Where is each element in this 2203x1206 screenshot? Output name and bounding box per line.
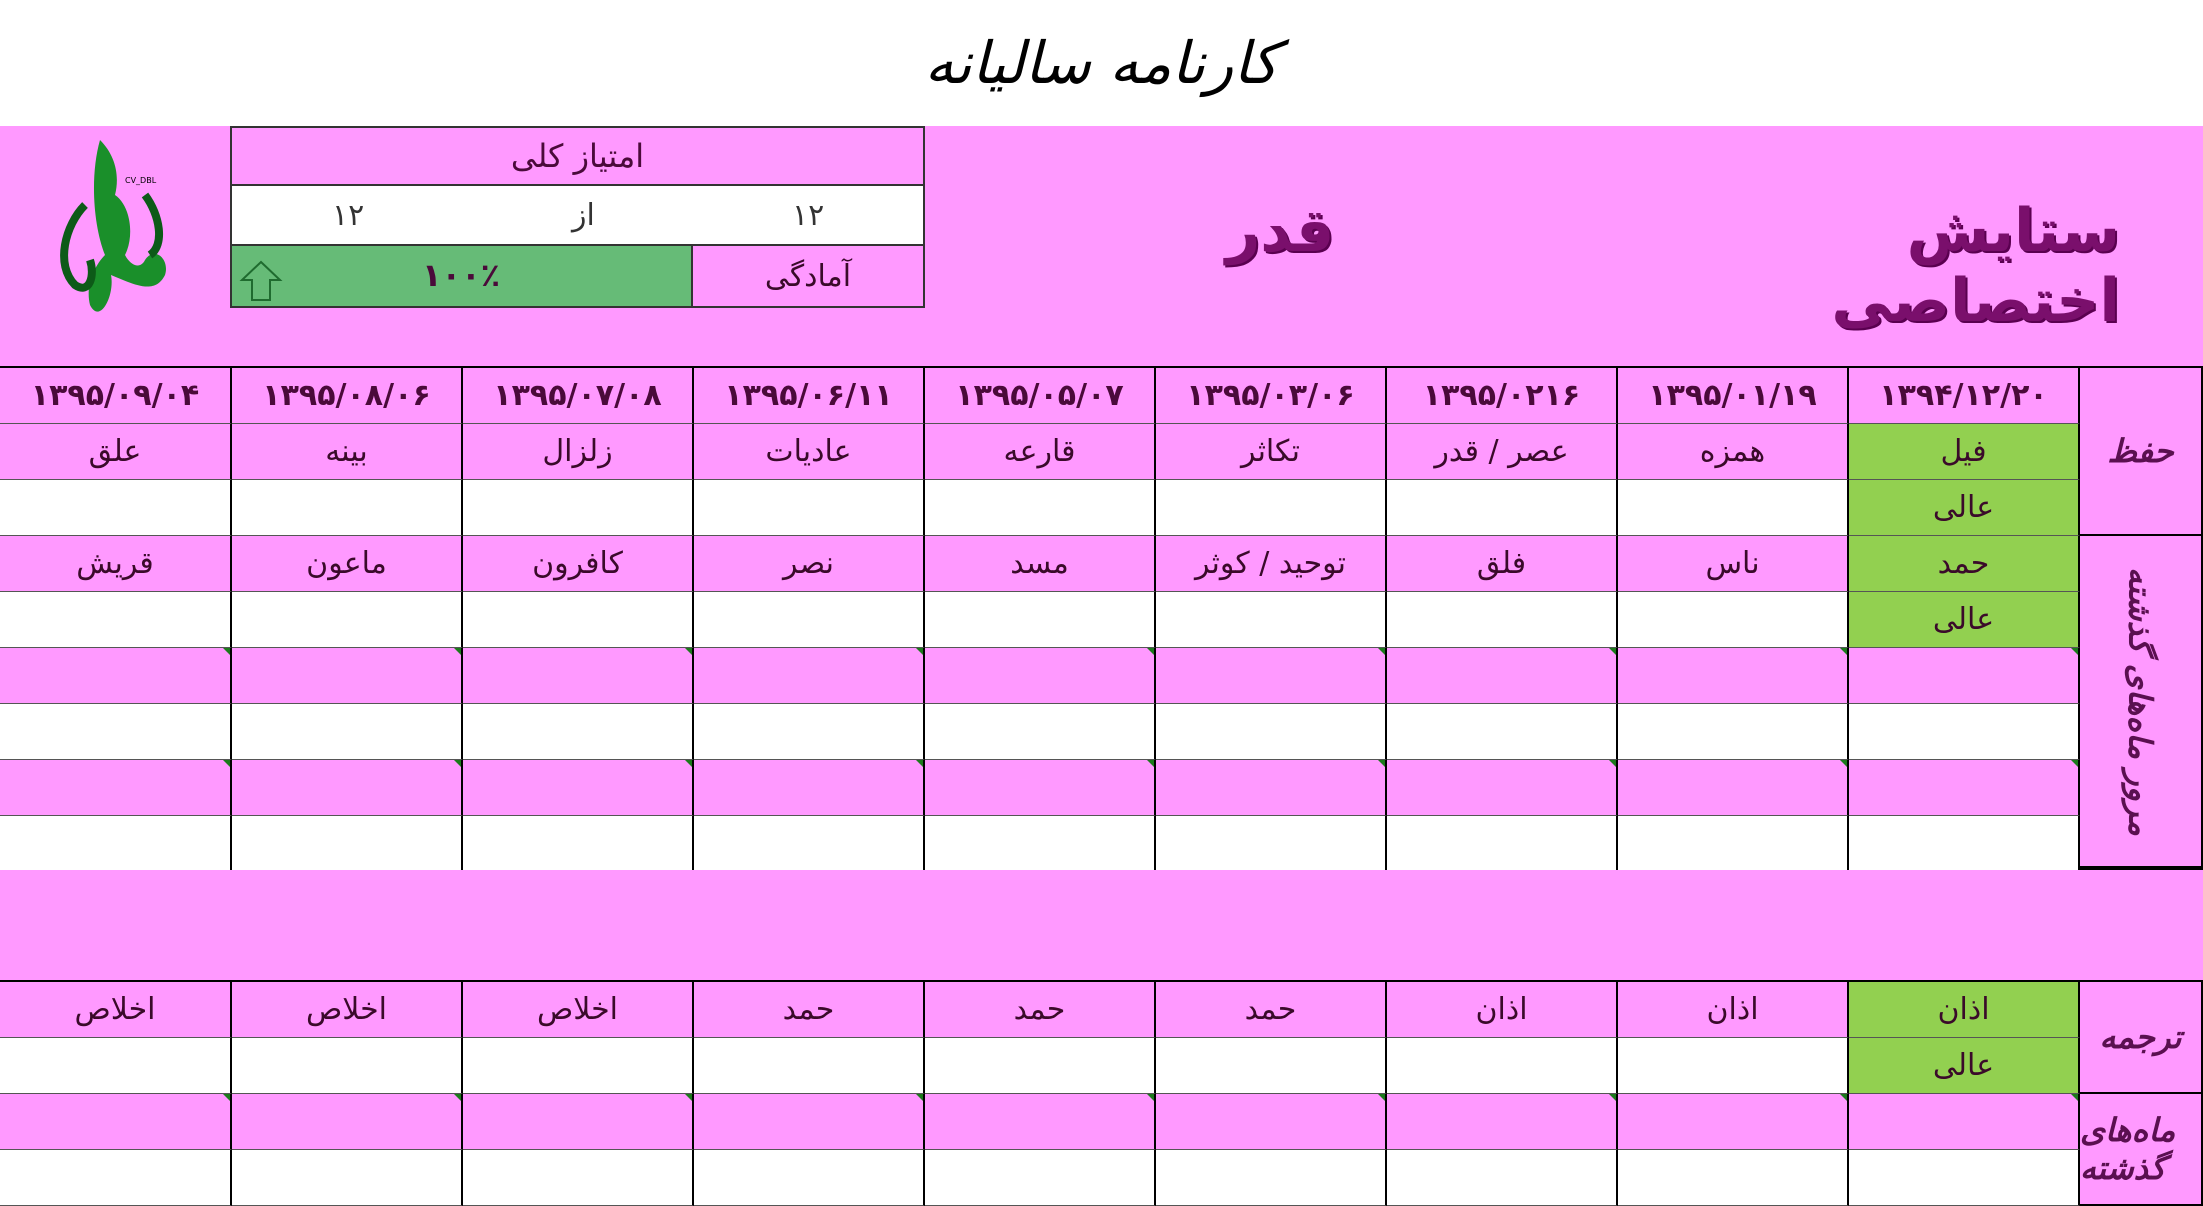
cell-marker — [685, 648, 692, 655]
empty-cell — [1156, 1094, 1387, 1150]
empty-cell — [0, 1150, 232, 1206]
empty-cell — [463, 760, 694, 816]
empty-cell — [694, 1094, 925, 1150]
date-cell: ۱۳۹۵/۰۳/۰۶ — [1156, 368, 1387, 424]
cell-marker — [685, 760, 692, 767]
logo-icon — [45, 135, 185, 335]
cell-marker — [1840, 760, 1847, 767]
empty-cell — [1156, 816, 1387, 872]
score-value: ۱۲ — [792, 198, 825, 233]
hefz-surah-cell: فیل — [1849, 424, 2080, 480]
empty-cell — [1387, 816, 1618, 872]
hefz-grade-cell — [463, 480, 694, 536]
tarjome-grade-cell: عالی — [1849, 1038, 2080, 1094]
empty-cell — [0, 648, 232, 704]
morur-surah-cell: ناس — [1618, 536, 1849, 592]
empty-cell — [925, 1150, 1156, 1206]
tarjome-item-cell: اذان — [1849, 982, 2080, 1038]
empty-cell — [1156, 704, 1387, 760]
empty-cell — [0, 704, 232, 760]
empty-cell — [232, 1150, 463, 1206]
cell-marker — [2071, 648, 2078, 655]
empty-cell — [1849, 704, 2080, 760]
tarjome-item-cell: اذان — [1387, 982, 1618, 1038]
past-months-label — [2080, 1094, 2203, 1206]
tarjome-grade-cell — [232, 1038, 463, 1094]
empty-cell — [694, 816, 925, 872]
tarjome-grade-cell — [925, 1038, 1156, 1094]
hefz-grade-cell — [232, 480, 463, 536]
empty-cell — [463, 816, 694, 872]
readiness-label: آمادگی — [693, 246, 923, 306]
empty-cell — [1156, 1150, 1387, 1206]
empty-cell — [232, 648, 463, 704]
tarjome-item-cell: اخلاص — [0, 982, 232, 1038]
cell-marker — [1378, 1094, 1385, 1101]
hefz-surah-cell: عادیات — [694, 424, 925, 480]
morur-label — [2080, 536, 2203, 868]
empty-cell — [1618, 1150, 1849, 1206]
morur-surah-cell: توحید / کوثر — [1156, 536, 1387, 592]
hefz-surah-cell: علق — [0, 424, 232, 480]
hefz-grade-cell — [694, 480, 925, 536]
morur-surah-cell: کافرون — [463, 536, 694, 592]
hefz-grade-cell — [1618, 480, 1849, 536]
hefz-grade-cell: عالی — [1849, 480, 2080, 536]
empty-cell — [232, 1094, 463, 1150]
hefz-label — [2080, 368, 2203, 536]
cell-marker — [1609, 648, 1616, 655]
empty-cell — [1387, 1150, 1618, 1206]
hefz-label-text: حفظ — [2107, 432, 2174, 470]
empty-cell — [0, 760, 232, 816]
cell-marker — [454, 760, 461, 767]
empty-cell — [1387, 704, 1618, 760]
cell-marker — [1840, 648, 1847, 655]
empty-cell — [925, 648, 1156, 704]
date-cell: ۱۳۹۵/۰۲۱۶ — [1387, 368, 1618, 424]
empty-cell — [925, 704, 1156, 760]
tarjome-grade-cell — [1156, 1038, 1387, 1094]
empty-cell — [1387, 760, 1618, 816]
morur-surah-cell: ماعون — [232, 536, 463, 592]
hefz-surah-cell: زلزال — [463, 424, 694, 480]
empty-cell — [1156, 648, 1387, 704]
cell-marker — [223, 760, 230, 767]
morur-surah-cell: حمد — [1849, 536, 2080, 592]
cell-marker — [223, 648, 230, 655]
morur-grade-cell: عالی — [1849, 592, 2080, 648]
cell-marker — [1147, 648, 1154, 655]
empty-cell — [463, 1094, 694, 1150]
score-of-label: از — [572, 198, 595, 233]
arrow-up-icon — [238, 258, 284, 304]
cell-marker — [2071, 1094, 2078, 1101]
cell-marker — [454, 648, 461, 655]
tarjome-item-cell: اخلاص — [463, 982, 694, 1038]
morur-surah-cell: نصر — [694, 536, 925, 592]
empty-cell — [1618, 648, 1849, 704]
score-box — [230, 126, 925, 308]
empty-cell — [1849, 760, 2080, 816]
cell-marker — [454, 1094, 461, 1101]
tarjome-grade-cell — [1618, 1038, 1849, 1094]
cell-marker — [916, 1094, 923, 1101]
morur-grade-cell — [232, 592, 463, 648]
empty-cell — [1387, 1094, 1618, 1150]
cell-marker — [916, 648, 923, 655]
date-cell: ۱۳۹۵/۰۱/۱۹ — [1618, 368, 1849, 424]
cell-marker — [1378, 648, 1385, 655]
cell-marker — [1378, 760, 1385, 767]
morur-grade-cell — [0, 592, 232, 648]
readiness-value: ۱۰۰٪ — [422, 256, 501, 294]
readiness-bar — [232, 246, 693, 306]
tarjome-label-text: ترجمه — [2099, 1018, 2182, 1056]
empty-cell — [925, 816, 1156, 872]
hefz-surah-cell: همزه — [1618, 424, 1849, 480]
morur-surah-cell: فلق — [1387, 536, 1618, 592]
empty-cell — [1618, 760, 1849, 816]
empty-cell — [463, 704, 694, 760]
tarjome-item-cell: حمد — [1156, 982, 1387, 1038]
cell-marker — [1840, 1094, 1847, 1101]
cell-marker — [685, 1094, 692, 1101]
empty-cell — [694, 648, 925, 704]
date-cell: ۱۳۹۴/۱۲/۲۰ — [1849, 368, 2080, 424]
empty-cell — [1849, 1094, 2080, 1150]
empty-cell — [1618, 816, 1849, 872]
empty-cell — [1849, 1150, 2080, 1206]
empty-cell — [1618, 704, 1849, 760]
empty-cell — [232, 816, 463, 872]
date-cell: ۱۳۹۵/۰۷/۰۸ — [463, 368, 694, 424]
empty-cell — [925, 760, 1156, 816]
score-row — [232, 186, 923, 246]
separator-band — [0, 870, 2203, 980]
empty-cell — [463, 1150, 694, 1206]
morur-grade-cell — [1618, 592, 1849, 648]
morur-label-text: مرور ماه‌های گذشته — [2121, 566, 2160, 836]
date-cell: ۱۳۹۵/۰۸/۰۶ — [232, 368, 463, 424]
tarjome-grade-cell — [694, 1038, 925, 1094]
logo-small-text: CV_DBL — [125, 176, 157, 185]
empty-cell — [463, 648, 694, 704]
hefz-grade-cell — [0, 480, 232, 536]
empty-cell — [694, 1150, 925, 1206]
date-cell: ۱۳۹۵/۰۵/۰۷ — [925, 368, 1156, 424]
hefz-surah-cell: عصر / قدر — [1387, 424, 1618, 480]
morur-grade-cell — [1156, 592, 1387, 648]
morur-surah-cell: قریش — [0, 536, 232, 592]
hefz-grade-cell — [925, 480, 1156, 536]
tarjome-item-cell: اذان — [1618, 982, 1849, 1038]
hefz-grade-cell — [1156, 480, 1387, 536]
cell-marker — [1609, 760, 1616, 767]
date-cell: ۱۳۹۵/۰۶/۱۱ — [694, 368, 925, 424]
hefz-surah-cell: قارعه — [925, 424, 1156, 480]
past-months-label-text: ماه‌های گذشته — [2080, 1111, 2176, 1187]
tarjome-grade-cell — [0, 1038, 232, 1094]
morur-grade-cell — [1387, 592, 1618, 648]
empty-cell — [694, 760, 925, 816]
cell-marker — [223, 1094, 230, 1101]
cell-marker — [2071, 760, 2078, 767]
empty-cell — [232, 760, 463, 816]
empty-cell — [1618, 1094, 1849, 1150]
empty-cell — [694, 704, 925, 760]
cell-marker — [916, 760, 923, 767]
group-name: قدر — [1225, 196, 1335, 266]
score-header: امتیاز کلی — [232, 128, 923, 186]
cell-marker — [1147, 760, 1154, 767]
empty-cell — [1849, 816, 2080, 872]
empty-cell — [0, 1094, 232, 1150]
tarjome-label — [2080, 982, 2203, 1094]
morur-grade-cell — [694, 592, 925, 648]
tarjome-grade-cell — [463, 1038, 694, 1094]
hefz-grade-cell — [1387, 480, 1618, 536]
empty-cell — [0, 816, 232, 872]
morur-grade-cell — [463, 592, 694, 648]
empty-cell — [1849, 648, 2080, 704]
page-title: کارنامه سالیانه — [924, 29, 1279, 97]
morur-grade-cell — [925, 592, 1156, 648]
empty-cell — [1387, 648, 1618, 704]
student-name: ستایش اختصاصی — [1831, 196, 2120, 336]
cell-marker — [1609, 1094, 1616, 1101]
tarjome-item-cell: حمد — [694, 982, 925, 1038]
date-cell: ۱۳۹۵/۰۹/۰۴ — [0, 368, 232, 424]
hefz-surah-cell: تکاثر — [1156, 424, 1387, 480]
empty-cell — [1156, 760, 1387, 816]
tarjome-item-cell: حمد — [925, 982, 1156, 1038]
score-total: ۱۲ — [332, 198, 365, 233]
hefz-surah-cell: بینه — [232, 424, 463, 480]
empty-cell — [232, 704, 463, 760]
morur-surah-cell: مسد — [925, 536, 1156, 592]
tarjome-item-cell: اخلاص — [232, 982, 463, 1038]
cell-marker — [1147, 1094, 1154, 1101]
tarjome-grade-cell — [1387, 1038, 1618, 1094]
empty-cell — [925, 1094, 1156, 1150]
